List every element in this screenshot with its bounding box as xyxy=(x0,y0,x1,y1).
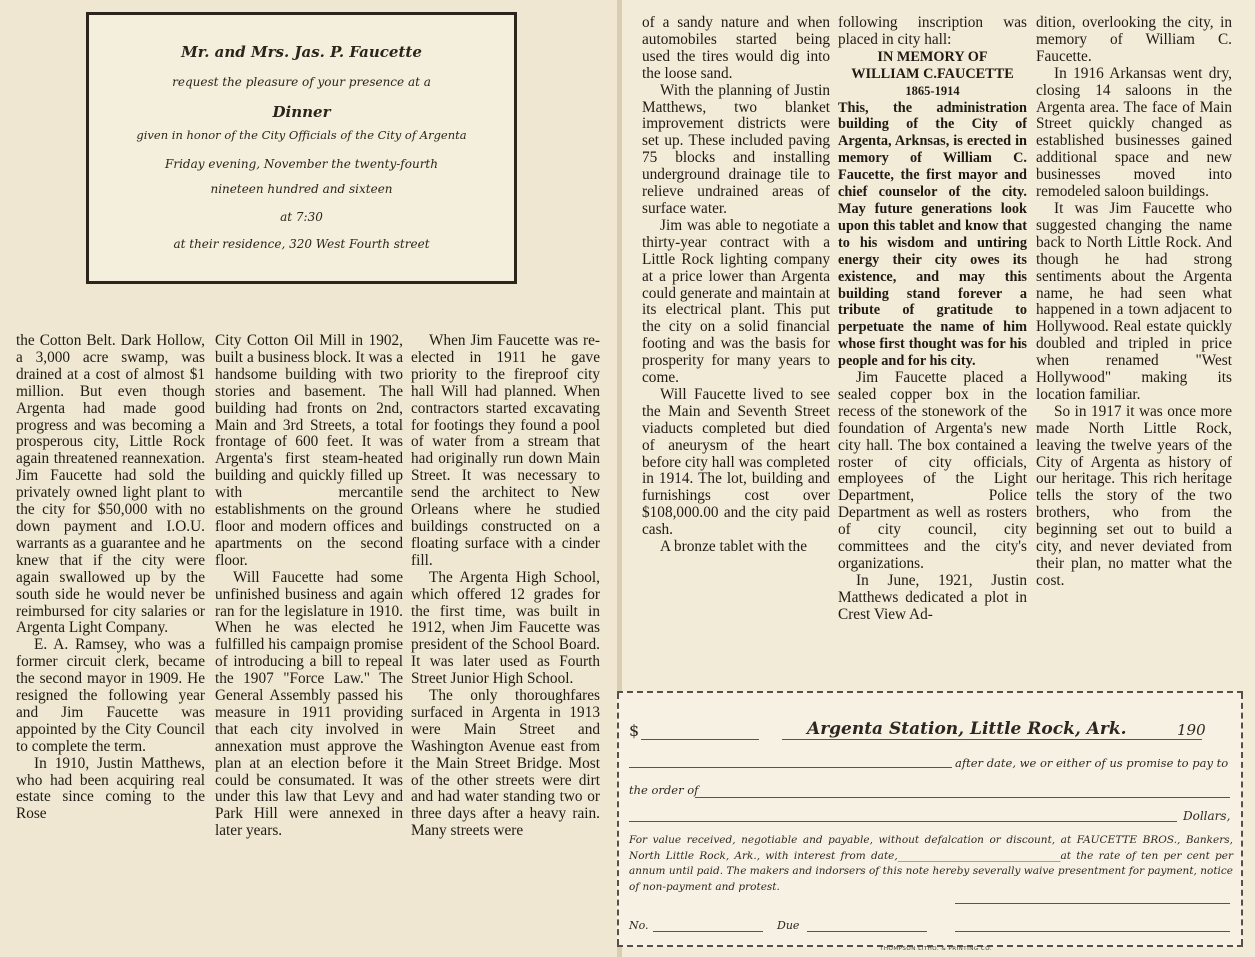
payee-line xyxy=(695,797,1230,798)
place-line xyxy=(782,739,1202,740)
due-line xyxy=(807,931,927,932)
invitation-year: nineteen hundred and sixteen xyxy=(210,182,393,196)
article-paragraph: Jim Faucette placed a sealed copper box in the recess of the stonework of the foundation of Argenta's new city hall. The box contained a roster of city officials, employees of the Light Department, Police Department as well as rosters of city council, city committees and the city's organizations. xyxy=(838,369,1027,572)
invitation-address: at their residence, 320 West Fourth street xyxy=(173,237,430,251)
invitation-request: request the pleasure of your presence at a xyxy=(172,75,431,89)
note-left-edge xyxy=(617,693,619,945)
article-paragraph: When Jim Faucette was re-elected in 1911 he gave priority to the fireproof city hall Will had planned. When contractors started excavating for footings they found a pool of water from a stream that had originally run down Main Street. It was necessary to send the architect to New Orleans where he studied buildings constructed on a floating surface with a cinder fill. xyxy=(411,333,600,569)
article-paragraph: In 1910, Justin Matthews, who had been acquiring real estate since coming to the Rose xyxy=(16,754,205,823)
number-line xyxy=(653,931,763,932)
article-paragraph: following inscription was placed in city hall: xyxy=(838,15,1027,48)
article-column-3 xyxy=(411,333,600,945)
invitation-honor: given in honor of the City Officials of the City of Argenta xyxy=(136,128,467,142)
memorial-years: 1865-1914 xyxy=(905,83,960,98)
invitation-event: Dinner xyxy=(272,103,331,121)
article-paragraph: In 1916 Arkansas went dry, closing 14 saloons in the Argenta area. The face of Main Street quickly changed as established businesses gained additional space and new businesses moved into remodeled saloon buildings. xyxy=(1036,64,1232,201)
invitation-date: Friday evening, November the twenty-fourth xyxy=(165,157,438,171)
amount-words-line xyxy=(629,821,1177,822)
note-order-label: the order of xyxy=(629,783,699,797)
signature-line xyxy=(955,931,1230,932)
article-paragraph: Will Faucette lived to see the Main and Seventh Street viaducts completed but died of aneurysm of the heart before city hall was completed in 1914. The lot, building and furnishings cost over $108,000.00 and the city paid cash. xyxy=(642,385,830,539)
article-column-5 xyxy=(838,15,1027,675)
promissory-note-form xyxy=(617,691,1243,947)
article-paragraph: A bronze tablet with the xyxy=(660,538,807,556)
article-paragraph: E. A. Ramsey, who was a former circuit clerk, became the second mayor in 1909. He resigned the following year and Jim Faucette was appointed by the City Council to complete the term. xyxy=(16,636,205,755)
article-paragraph: In June, 1921, Justin Matthews dedicated a plot in Crest View Ad- xyxy=(838,571,1027,623)
printer-mark: THOMPSON LITHO. & PRINTING CO. xyxy=(880,946,993,952)
article-paragraph: of a sandy nature and when automobiles started being used the tires would dig into the loose sand. xyxy=(642,15,830,82)
amount-line xyxy=(641,739,759,740)
note-promise-text: after date, we or either of us promise to pay to xyxy=(955,756,1229,770)
note-due-label: Due xyxy=(777,919,800,932)
note-right-edge xyxy=(1241,693,1243,945)
invitation-hosts: Mr. and Mrs. Jas. P. Faucette xyxy=(181,43,422,61)
article-paragraph: City Cotton Oil Mill in 1902, built a business block. It was a handsome building with two stories and basement. The building had fronts on 2nd, Main and 3rd Streets, a total frontage of 600 feet. It was Argenta's first steam-heated building and quickly filled up with mercantile establishments on the ground floor and modern offices and apartments on the second floor. xyxy=(215,333,403,569)
article-column-6 xyxy=(1036,15,1232,685)
article-paragraph: Will Faucette had some unfinished business and again ran for the legislature in 1910. When he was elected he fulfilled his campaign promise of introducing a bill to repeal the 1907 "Force Law." The General Assembly passed his measure in 1911 providing that each city involved in annexation must approve the plan at an election before it could be consumated. It was under this law that Levy and Park Hill were annexed in later years. xyxy=(215,568,403,840)
article-paragraph: It was Jim Faucette who suggested changing the name back to North Little Rock. And though he had strong sentiments about the Argenta name, he had seen what happened in a town adjacent to Hollywood. Real estate quickly doubled and tripled in price when renamed "West Hollywood" making its location familiar. xyxy=(1036,199,1232,403)
article-paragraph: With the planning of Justin Matthews, two blanket improvement districts were set up. These included paving 75 blocks and installing underground drainage tile to relieve undrained areas of surface water. xyxy=(642,81,830,217)
signature-line xyxy=(955,903,1230,904)
article-paragraph: The only thoroughfares surfaced in Argenta in 1913 were Main Street and Washington Avenue east from the Main Street Bridge. Most of the other streets were dirt and had water standing two or three days after a heavy rain. Many streets were xyxy=(411,687,600,840)
memorial-name: WILLIAM C.FAUCETTE xyxy=(851,65,1014,82)
invitation-time: at 7:30 xyxy=(280,210,323,224)
article-column-4 xyxy=(642,15,830,665)
dinner-invitation-card xyxy=(86,12,517,284)
note-year: 190 xyxy=(1177,721,1206,739)
article-paragraph: the Cotton Belt. Dark Hollow, a 3,000 acre swamp, was drained at a cost of almost $1 million. But even though Argenta had made good progress and was becoming a prosperous city, Little Rock again threatened reannexation. Jim Faucette had sold the privately owned light plant to the city for $50,000 with no down payment and I.O.U. warrants as a guarantee and he knew that if the city were again swallowed up by the south side he would never be reimbursed for city salaries or Argenta Light Company. xyxy=(16,333,205,637)
article-paragraph: So in 1917 it was once more made North Little Rock, leaving the twelve years of the City of Argenta as history of our heritage. This rich heritage tells the story of the two brothers, who from the beginning set out to build a city, and never deviated from their plan, no matter what the cost. xyxy=(1036,402,1232,589)
note-place: Argenta Station, Little Rock, Ark. xyxy=(807,719,1127,739)
dollar-sign: $ xyxy=(629,721,640,740)
term-line xyxy=(629,767,952,768)
article-paragraph: dition, overlooking the city, in memory of William C. Faucette. xyxy=(1036,15,1232,65)
note-number-label: No. xyxy=(629,919,649,932)
memorial-inscription: This, the administration building of the City of Argenta, Arknsas, is erected in memory of William C. Faucette, the first mayor and chief counselor of the city. May future generations look upon this tablet and know that to his wisdom and untiring energy their city owes its existence, and may this building stand forever a tribute of gratitude to perpetuate the name of him whose first thought was for his people and for his city. xyxy=(838,99,1027,370)
article-paragraph: Jim was able to negotiate a thirty-year contract with a Little Rock lighting company at a price lower than Argenta could generate and maintain at its electrical plant. This put the city on a solid financial footing and was the basis for prosperity for many years to come. xyxy=(642,216,830,387)
note-terms: For value received, negotiable and payable, without defalcation or discount, at FAUCETTE BROS., Bankers, North Little Rock, Ark., with interest from date,_______________________________at the rate of ten per cent per annum until paid. The makers and indorsers of this note hereby severally waive presentment for payment, notice of non-payment and protest. xyxy=(629,834,1233,893)
article-paragraph: The Argenta High School, which offered 12 grades for the first time, was built in 1912, when Jim Faucette was president of the School Board. It was later used as Fourth Street Junior High School. xyxy=(411,568,600,688)
article-column-2 xyxy=(215,333,403,945)
memorial-heading: IN MEMORY OF xyxy=(877,48,988,65)
note-dollars-label: Dollars, xyxy=(1183,809,1231,823)
article-column-1 xyxy=(16,333,205,945)
